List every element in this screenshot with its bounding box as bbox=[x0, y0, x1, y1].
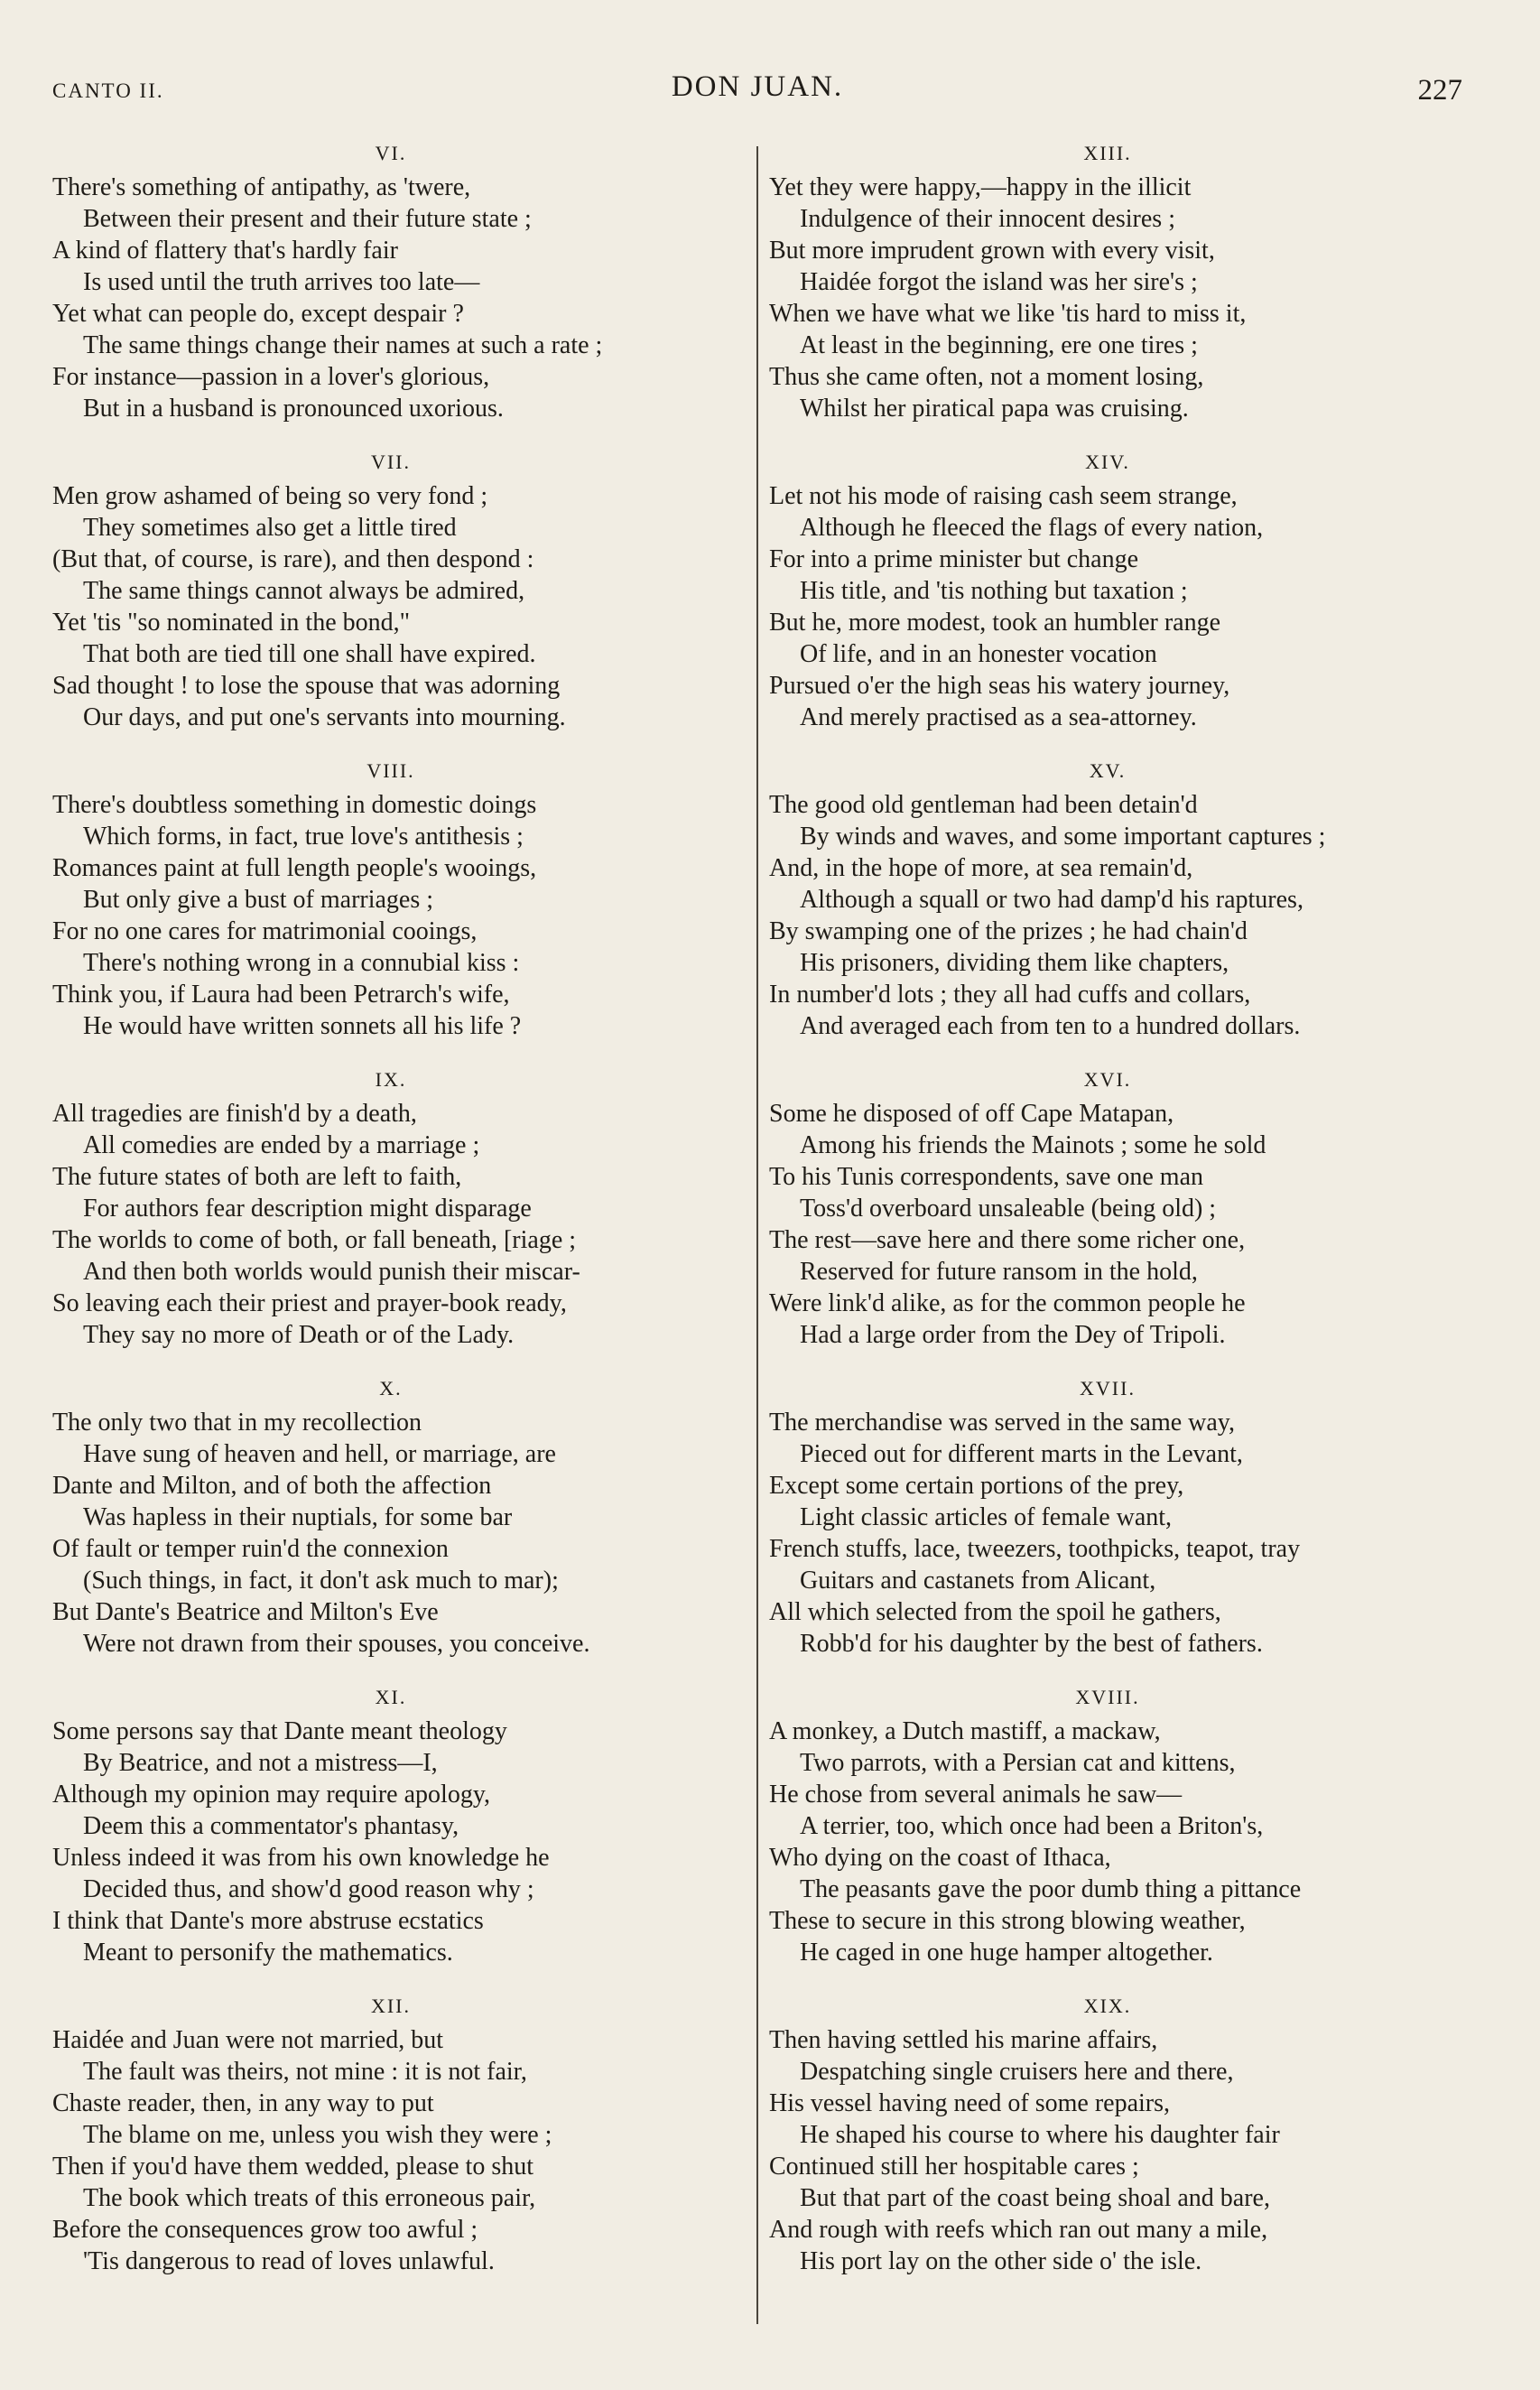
stanza-numeral: XI. bbox=[375, 1686, 407, 1708]
verse-line: Men grow ashamed of being so very fond ; bbox=[52, 482, 488, 510]
verse-line: Indulgence of their innocent desires ; bbox=[800, 205, 1175, 233]
verse-line: He caged in one huge hamper altogether. bbox=[800, 1939, 1213, 1967]
verse-line: That both are tied till one shall have expired. bbox=[83, 640, 536, 668]
stanza-numeral: XIV. bbox=[1085, 451, 1130, 473]
verse-line: In number'd lots ; they all had cuffs and collars, bbox=[769, 981, 1251, 1009]
canto-label: CANTO II. bbox=[52, 79, 164, 102]
stanza bbox=[52, 1679, 765, 1968]
verse-line: Thus she came often, not a moment losing, bbox=[769, 363, 1204, 391]
verse-line: Between their present and their future state ; bbox=[83, 205, 532, 233]
stanza bbox=[769, 1679, 1482, 1968]
stanza-numeral: XVI. bbox=[1083, 1068, 1132, 1091]
verse-line: The worlds to come of both, or fall beneath, [riage ; bbox=[52, 1226, 577, 1254]
verse-line: But only give a bust of marriages ; bbox=[83, 886, 434, 914]
verse-line: So leaving each their priest and prayer-book ready, bbox=[52, 1289, 567, 1317]
book-title: DON JUAN. bbox=[671, 70, 844, 103]
verse-line: The only two that in my recollection bbox=[52, 1409, 422, 1437]
verse-line: Meant to personify the mathematics. bbox=[83, 1939, 453, 1967]
stanza-numeral: XVII. bbox=[1080, 1377, 1136, 1400]
verse-line: Who dying on the coast of Ithaca, bbox=[769, 1844, 1111, 1872]
verse-line: And rough with reefs which ran out many a mile, bbox=[769, 2216, 1268, 2244]
verse-line: Haidée and Juan were not married, but bbox=[52, 2026, 444, 2054]
verse-line: They sometimes also get a little tired bbox=[83, 514, 457, 542]
stanza bbox=[52, 1371, 765, 1660]
stanza bbox=[52, 1988, 765, 2277]
verse-line: Is used until the truth arrives too late— bbox=[83, 268, 480, 296]
verse-line: French stuffs, lace, tweezers, toothpicks, teapot, tray bbox=[769, 1535, 1301, 1563]
verse-line: Among his friends the Mainots ; some he sold bbox=[800, 1131, 1266, 1159]
verse-line: For authors fear description might disparage bbox=[83, 1195, 532, 1223]
running-header bbox=[52, 70, 1462, 116]
verse-line: And averaged each from ten to a hundred dollars. bbox=[800, 1012, 1301, 1040]
verse-line: A monkey, a Dutch mastiff, a mackaw, bbox=[769, 1717, 1161, 1745]
verse-line: By winds and waves, and some important captures ; bbox=[800, 823, 1326, 851]
verse-line: A kind of flattery that's hardly fair bbox=[52, 237, 398, 265]
verse-line: Yet 'tis "so nominated in the bond," bbox=[52, 609, 411, 637]
verse-line: A terrier, too, which once had been a Briton's, bbox=[800, 1812, 1264, 1840]
verse-line: Pieced out for different marts in the Levant, bbox=[800, 1440, 1243, 1468]
stanza bbox=[52, 753, 765, 1042]
verse-line: Some he disposed of off Cape Matapan, bbox=[769, 1100, 1174, 1128]
verse-line: He shaped his course to where his daughter fair bbox=[800, 2121, 1280, 2149]
verse-line: The future states of both are left to faith, bbox=[52, 1163, 462, 1191]
verse-line: When we have what we like 'tis hard to miss it, bbox=[769, 300, 1247, 328]
verse-line: The merchandise was served in the same way, bbox=[769, 1409, 1235, 1437]
stanza bbox=[769, 135, 1482, 424]
verse-line: All tragedies are finish'd by a death, bbox=[52, 1100, 417, 1128]
stanza bbox=[52, 1062, 765, 1351]
verse-line: Light classic articles of female want, bbox=[800, 1503, 1173, 1531]
verse-line: Our days, and put one's servants into mourning. bbox=[83, 703, 566, 731]
verse-line: Had a large order from the Dey of Tripoli. bbox=[800, 1321, 1226, 1349]
verse-line: Toss'd overboard unsaleable (being old) ; bbox=[800, 1195, 1217, 1223]
verse-line: Dante and Milton, and of both the affection bbox=[52, 1472, 492, 1500]
verse-line: Deem this a commentator's phantasy, bbox=[83, 1812, 459, 1840]
verse-line: His port lay on the other side o' the isle. bbox=[800, 2247, 1202, 2275]
verse-line: Two parrots, with a Persian cat and kittens, bbox=[800, 1749, 1236, 1777]
verse-line: All which selected from the spoil he gathers, bbox=[769, 1598, 1221, 1626]
verse-line: Romances paint at full length people's wooings, bbox=[52, 854, 537, 882]
verse-line: Except some certain portions of the prey, bbox=[769, 1472, 1184, 1500]
verse-line: Were not drawn from their spouses, you conceive. bbox=[83, 1630, 590, 1658]
verse-line: But he, more modest, took an humbler range bbox=[769, 609, 1220, 637]
verse-line: There's something of antipathy, as 'twere, bbox=[52, 173, 471, 201]
verse-line: (Such things, in fact, it don't ask much to mar); bbox=[83, 1567, 559, 1595]
verse-line: Although he fleeced the flags of every nation, bbox=[800, 514, 1264, 542]
verse-line: There's nothing wrong in a connubial kiss : bbox=[83, 949, 520, 977]
verse-line: 'Tis dangerous to read of loves unlawful. bbox=[83, 2247, 495, 2275]
verse-line: The same things cannot always be admired, bbox=[83, 577, 525, 605]
verse-line: Despatching single cruisers here and there, bbox=[800, 2058, 1234, 2086]
verse-line: For instance—passion in a lover's glorious, bbox=[52, 363, 490, 391]
verse-line: Which forms, in fact, true love's antithesis ; bbox=[83, 823, 524, 851]
verse-line: Decided thus, and show'd good reason why ; bbox=[83, 1875, 534, 1903]
verse-line: Guitars and castanets from Alicant, bbox=[800, 1567, 1156, 1595]
verse-line: But more imprudent grown with every visit, bbox=[769, 237, 1215, 265]
stanza-numeral: XV. bbox=[1089, 759, 1127, 782]
verse-line: Then if you'd have them wedded, please to shut bbox=[52, 2153, 534, 2181]
verse-line: By swamping one of the prizes ; he had chain'd bbox=[769, 917, 1248, 945]
verse-line: To his Tunis correspondents, save one man bbox=[769, 1163, 1204, 1191]
stanza-numeral: XII. bbox=[370, 1995, 412, 2017]
verse-line: Were link'd alike, as for the common people he bbox=[769, 1289, 1246, 1317]
verse-line: And, in the hope of more, at sea remain'd, bbox=[769, 854, 1193, 882]
right-column bbox=[769, 135, 1482, 2297]
verse-line: Yet what can people do, except despair ? bbox=[52, 300, 464, 328]
verse-line: Reserved for future ransom in the hold, bbox=[800, 1258, 1198, 1286]
verse-line: All comedies are ended by a marriage ; bbox=[83, 1131, 480, 1159]
verse-line: Before the consequences grow too awful ; bbox=[52, 2216, 478, 2244]
left-column bbox=[52, 135, 765, 2297]
verse-line: The book which treats of this erroneous pair, bbox=[83, 2184, 536, 2212]
verse-line: Although a squall or two had damp'd his raptures, bbox=[800, 886, 1303, 914]
stanza bbox=[52, 135, 765, 424]
verse-line: At least in the beginning, ere one tires ; bbox=[800, 331, 1198, 359]
verse-line: Was hapless in their nuptials, for some bar bbox=[83, 1503, 513, 1531]
verse-line: His title, and 'tis nothing but taxation ; bbox=[800, 577, 1188, 605]
stanza bbox=[52, 444, 765, 733]
verse-line: Of fault or temper ruin'd the connexion bbox=[52, 1535, 449, 1563]
stanza bbox=[769, 1988, 1482, 2277]
verse-line: Think you, if Laura had been Petrarch's wife, bbox=[52, 981, 510, 1009]
verse-line: Have sung of heaven and hell, or marriage, are bbox=[83, 1440, 556, 1468]
verse-line: For no one cares for matrimonial cooings, bbox=[52, 917, 478, 945]
column-divider bbox=[756, 146, 758, 2324]
verse-line: But that part of the coast being shoal and bare, bbox=[800, 2184, 1270, 2212]
verse-line: Yet they were happy,—happy in the illicit bbox=[769, 173, 1192, 201]
verse-line: But in a husband is pronounced uxorious. bbox=[83, 395, 504, 423]
verse-line: Unless indeed it was from his own knowledge he bbox=[52, 1844, 550, 1872]
stanza-numeral: X. bbox=[379, 1377, 403, 1400]
stanza-numeral: VII. bbox=[370, 451, 412, 473]
verse-line: By Beatrice, and not a mistress—I, bbox=[83, 1749, 438, 1777]
verse-line: Robb'd for his daughter by the best of fathers. bbox=[800, 1630, 1263, 1658]
stanza-numeral: XVIII. bbox=[1075, 1686, 1140, 1708]
stanza-numeral: IX. bbox=[375, 1068, 407, 1091]
verse-line: His prisoners, dividing them like chapters, bbox=[800, 949, 1229, 977]
verse-line: Then having settled his marine affairs, bbox=[769, 2026, 1158, 2054]
stanza bbox=[769, 444, 1482, 733]
verse-line: Sad thought ! to lose the spouse that was adorning bbox=[52, 672, 561, 700]
verse-line: And merely practised as a sea-attorney. bbox=[800, 703, 1197, 731]
verse-line: Haidée forgot the island was her sire's ; bbox=[800, 268, 1198, 296]
verse-line: Whilst her piratical papa was cruising. bbox=[800, 395, 1189, 423]
verse-line: Of life, and in an honester vocation bbox=[800, 640, 1157, 668]
verse-line: The good old gentleman had been detain'd bbox=[769, 791, 1198, 819]
page-number: 227 bbox=[1417, 74, 1462, 107]
verse-line: (But that, of course, is rare), and then despond : bbox=[52, 545, 534, 573]
verse-line: The rest—save here and there some richer one, bbox=[769, 1226, 1246, 1254]
verse-line: And then both worlds would punish their miscar- bbox=[83, 1258, 580, 1286]
verse-line: Some persons say that Dante meant theology bbox=[52, 1717, 507, 1745]
verse-line: He chose from several animals he saw— bbox=[769, 1781, 1183, 1809]
verse-line: The fault was theirs, not mine : it is not fair, bbox=[83, 2058, 527, 2086]
stanza-numeral: XIII. bbox=[1083, 142, 1132, 164]
verse-line: For into a prime minister but change bbox=[769, 545, 1139, 573]
stanza-numeral: VI. bbox=[375, 142, 407, 164]
verse-line: Continued still her hospitable cares ; bbox=[769, 2153, 1139, 2181]
verse-line: He would have written sonnets all his life ? bbox=[83, 1012, 522, 1040]
stanza bbox=[769, 1062, 1482, 1351]
stanza-numeral: VIII. bbox=[366, 759, 415, 782]
verse-line: The blame on me, unless you wish they were ; bbox=[83, 2121, 552, 2149]
stanza bbox=[769, 753, 1482, 1042]
stanza-numeral: XIX. bbox=[1083, 1995, 1132, 2017]
verse-line: These to secure in this strong blowing weather, bbox=[769, 1907, 1246, 1935]
stanza bbox=[769, 1371, 1482, 1660]
verse-line: Let not his mode of raising cash seem strange, bbox=[769, 482, 1238, 510]
verse-line: But Dante's Beatrice and Milton's Eve bbox=[52, 1598, 439, 1626]
verse-line: There's doubtless something in domestic doings bbox=[52, 791, 537, 819]
verse-line: Chaste reader, then, in any way to put bbox=[52, 2089, 434, 2117]
verse-line: The peasants gave the poor dumb thing a pittance bbox=[800, 1875, 1302, 1903]
verse-line: The same things change their names at such a rate ; bbox=[83, 331, 603, 359]
verse-line: I think that Dante's more abstruse ecstatics bbox=[52, 1907, 484, 1935]
verse-line: Although my opinion may require apology, bbox=[52, 1781, 490, 1809]
verse-line: Pursued o'er the high seas his watery journey, bbox=[769, 672, 1230, 700]
verse-line: They say no more of Death or of the Lady. bbox=[83, 1321, 515, 1349]
verse-line: His vessel having need of some repairs, bbox=[769, 2089, 1170, 2117]
